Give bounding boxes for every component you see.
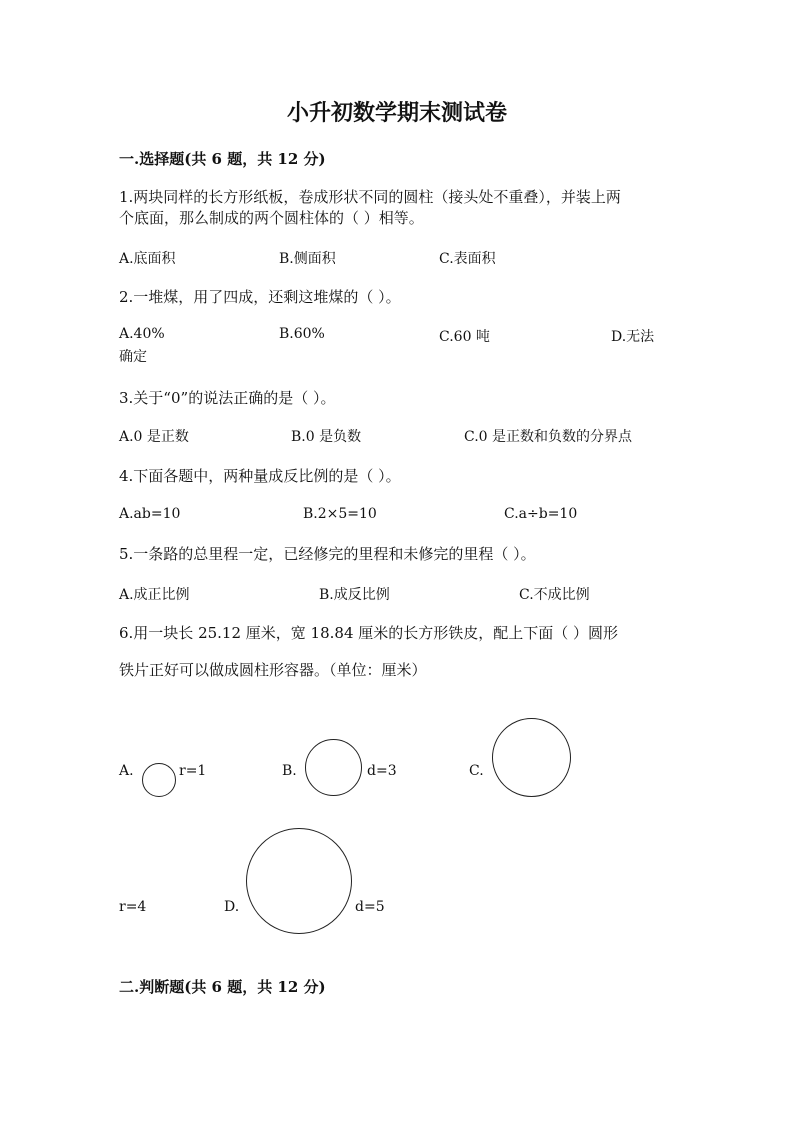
question-2-option-d-continued: 确定 xyxy=(119,349,147,365)
circle-option-c xyxy=(492,718,571,797)
question-2-option-b: B.60% xyxy=(279,326,325,342)
question-5-option-c: C.不成比例 xyxy=(519,587,590,603)
page-title: 小升初数学期末测试卷 xyxy=(286,100,507,126)
circle-option-d xyxy=(246,828,352,934)
question-3-option-a: A.0 是正数 xyxy=(119,429,189,445)
question-5-stem: 5.一条路的总里程一定，已经修完的里程和未修完的里程（ ）。 xyxy=(119,545,536,563)
question-5-option-a: A.成正比例 xyxy=(119,587,190,603)
section-heading-judgement: 二.判断题(共 6 题，共 12 分) xyxy=(119,978,326,996)
circle-option-b xyxy=(305,739,362,796)
question-1-line-2: 个底面，那么制成的两个圆柱体的（ ）相等。 xyxy=(119,209,424,227)
question-6-line-1: 6.用一块长 25.12 厘米，宽 18.84 厘米的长方形铁皮，配上下面（ ）圆形 xyxy=(119,624,619,642)
circle-option-a xyxy=(142,763,176,797)
question-2-option-c: C.60 吨 xyxy=(439,329,490,345)
question-4-stem: 4.下面各题中，两种量成反比例的是（ ）。 xyxy=(119,467,401,485)
figure-option-d-label: D. xyxy=(224,899,240,915)
question-6-line-2: 铁片正好可以做成圆柱形容器。（单位：厘米） xyxy=(119,661,427,679)
question-2-option-a: A.40% xyxy=(119,326,165,342)
question-4-option-b: B.2×5=10 xyxy=(303,506,377,522)
question-1-option-a: A.底面积 xyxy=(119,251,176,267)
figure-option-b-label: B. xyxy=(282,763,297,779)
figure-option-c-label: C. xyxy=(469,763,484,779)
question-4-option-a: A.ab=10 xyxy=(119,506,181,522)
question-2-option-d: D.无法 xyxy=(611,329,655,345)
section-heading-choice: 一.选择题(共 6 题，共 12 分) xyxy=(119,150,326,168)
question-2-stem: 2.一堆煤，用了四成，还剩这堆煤的（ ）。 xyxy=(119,288,401,306)
question-3-option-b: B.0 是负数 xyxy=(291,429,362,445)
question-5-option-b: B.成反比例 xyxy=(319,587,390,603)
question-1-option-b: B.侧面积 xyxy=(279,251,336,267)
figure-option-d-dimension: d=5 xyxy=(355,899,385,915)
figure-option-a-label: A. xyxy=(119,763,134,779)
question-4-option-c: C.a÷b=10 xyxy=(504,506,578,522)
figure-option-c-dimension: r=4 xyxy=(119,899,147,915)
question-1-line-1: 1.两块同样的长方形纸板，卷成形状不同的圆柱（接头处不重叠），并装上两 xyxy=(119,188,621,206)
question-3-stem: 3.关于“0”的说法正确的是（ ）。 xyxy=(119,389,336,407)
figure-option-b-dimension: d=3 xyxy=(367,763,397,779)
question-1-option-c: C.表面积 xyxy=(439,251,496,267)
figure-option-a-dimension: r=1 xyxy=(179,763,207,779)
question-3-option-c: C.0 是正数和负数的分界点 xyxy=(464,429,633,445)
